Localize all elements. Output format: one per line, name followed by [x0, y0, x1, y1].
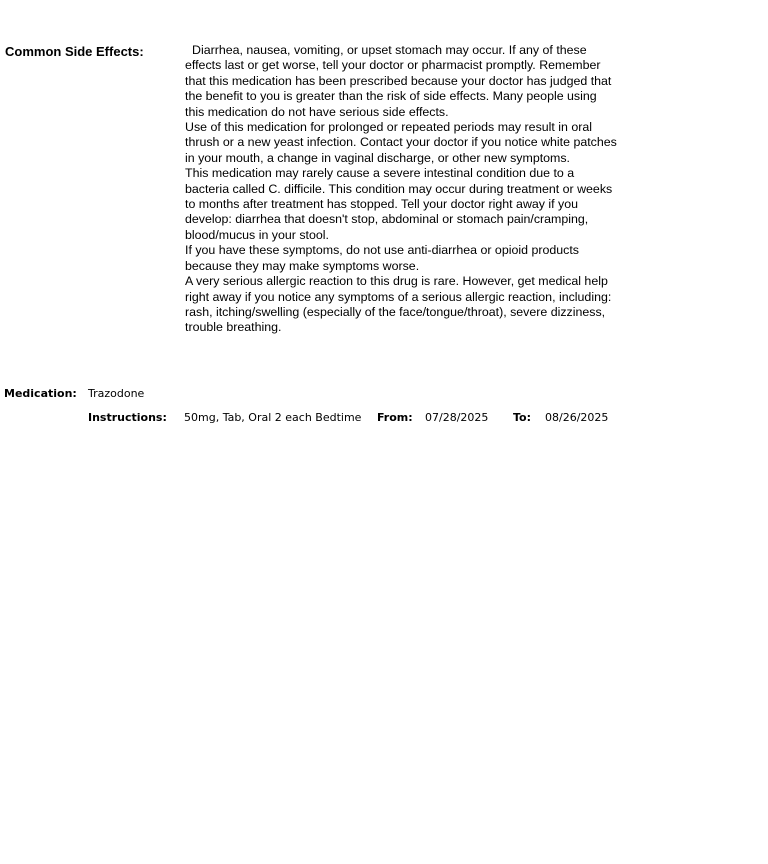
side-effects-label: Common Side Effects: — [5, 44, 144, 59]
side-effects-text — [185, 43, 619, 336]
instructions-label: Instructions: — [88, 411, 167, 424]
side-effects-paragraph: This medication may rarely cause a severe intestinal condition due to a bacteria called C. difficile. This condition may occur during treatment or weeks to months after treatment has stopped. Tell your doctor right away if you develop: diarrhea that doesn't stop, abdominal or stomach pain/cramping, blood/mucus in your stool. — [185, 166, 613, 242]
to-date: 08/26/2025 — [545, 411, 609, 424]
instructions-value: 50mg, Tab, Oral 2 each Bedtime — [184, 411, 362, 424]
side-effects-paragraph: Use of this medication for prolonged or repeated periods may result in oral thrush or a new yeast infection. Contact your doctor if you notice white patches in your mouth, a change in vaginal discharge, or other new symptoms. — [185, 120, 617, 165]
to-label: To: — [513, 411, 531, 424]
medication-name: Trazodone — [88, 387, 145, 400]
from-label: From: — [377, 411, 413, 424]
side-effects-paragraph: Diarrhea, nausea, vomiting, or upset stomach may occur. If any of these effects last or get worse, tell your doctor or pharmacist promptly. Remember that this medication has been prescribed because your doctor has judged that the benefit to you is greater than the risk of side effects. Many people using this medication do not have serious side effects. — [185, 43, 612, 119]
from-date: 07/28/2025 — [425, 411, 489, 424]
instructions-row — [0, 411, 768, 425]
medication-label: Medication: — [4, 387, 77, 400]
side-effects-paragraph: If you have these symptoms, do not use anti-diarrhea or opioid products because they may make symptoms worse. — [185, 243, 579, 273]
side-effects-paragraph: A very serious allergic reaction to this drug is rare. However, get medical help right away if you notice any symptoms of a serious allergic reaction, including: rash, itching/swelling (especially of the face/tongue/throat), severe dizziness, trouble breathing. — [185, 274, 612, 335]
